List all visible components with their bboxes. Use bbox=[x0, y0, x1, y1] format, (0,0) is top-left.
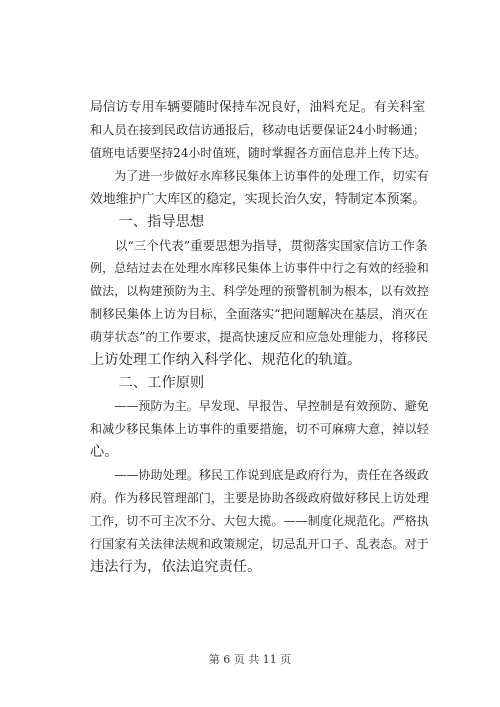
text-line: 局信访专用车辆要随时保持车况良好，油料充足。有关科室 bbox=[90, 100, 426, 115]
text-line: 府。作为移民管理部门，主要是协助各级政府做好移民上访处理 bbox=[90, 491, 429, 505]
section-heading: 二、工作原则 bbox=[90, 375, 205, 391]
text-line: 和人员在接到民政信访通报后，移动电话要保证24小时畅通； bbox=[90, 123, 426, 137]
text-line: 行国家有关法律法规和政策规定，切忌乱开口子、乱表态。对于 bbox=[90, 537, 429, 551]
text-line: 例，总结过去在处理水库移民集体上访事件中行之有效的经验和 bbox=[90, 261, 429, 275]
page-number-footer: 第 6 页 共 11 页 bbox=[208, 653, 292, 666]
text-line: 上访处理工作纳入科学化、规范化的轨道。 bbox=[90, 352, 362, 368]
text-line: 工作，切不可主次不分、大包大揽。——制度化规范化。严格执 bbox=[90, 514, 429, 528]
text-line: 值班电话要坚持24小时值班，随时掌握各方面信息并上传下达。 bbox=[90, 146, 427, 160]
text-line: 制移民集体上访为目标，全面落实“把问题解决在基层，消灭在 bbox=[90, 307, 429, 321]
text-line: 以“三个代表”重要思想为指导，贯彻落实国家信访工作条 bbox=[90, 238, 428, 253]
text-line: 违法行为，依法追究责任。 bbox=[90, 559, 262, 575]
document-body bbox=[90, 96, 429, 579]
text-line: 心。 bbox=[90, 444, 119, 460]
text-line: 为了进一步做好水库移民集体上访事件的处理工作，切实有 bbox=[90, 169, 429, 183]
text-line: ——预防为主。早发现、早报告、早控制是有效预防、避免 bbox=[90, 399, 429, 413]
section-heading: 一、指导思想 bbox=[90, 214, 205, 230]
text-line: 萌芽状态”的工作要求，提高快速反应和应急处理能力，将移民 bbox=[90, 330, 429, 344]
text-line: 做法，以构建预防为主、科学处理的预警机制为根本，以有效控 bbox=[90, 284, 429, 298]
text-line: ——协助处理。移民工作说到底是政府行为，责任在各级政 bbox=[90, 468, 429, 482]
text-line: 和减少移民集体上访事件的重要措施，切不可麻痹大意，掉以轻 bbox=[90, 422, 429, 436]
text-line: 效地维护广大库区的稳定，实现长治久安，特制定本预案。 bbox=[90, 192, 426, 207]
